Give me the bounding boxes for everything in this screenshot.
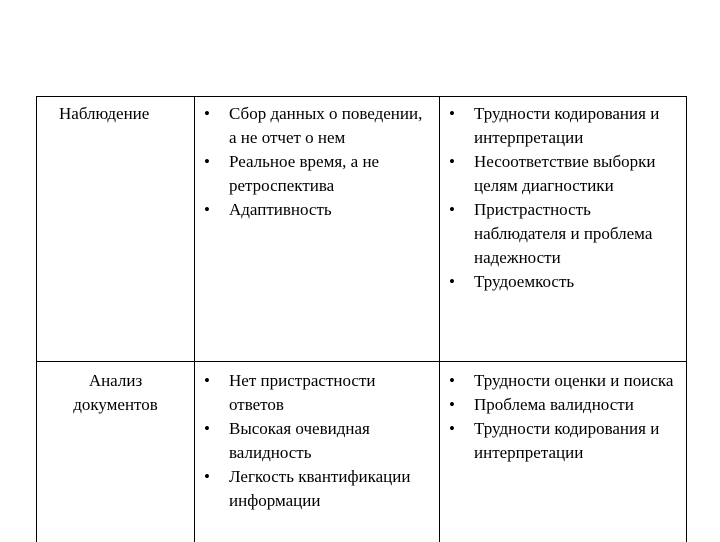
bullet-icon: • [447,198,457,222]
bullet-icon: • [447,369,457,393]
list-item-text: Трудности кодирования и интерпретации [474,104,659,147]
bullet-icon: • [202,369,212,393]
bullet-icon: • [447,417,457,441]
list-item [229,198,431,222]
table-row [37,97,687,362]
bullet-icon: • [202,417,212,441]
advantages-cell [195,362,440,542]
list-item-text: Нет пристрастности ответов [229,371,376,414]
list-item [229,150,431,198]
bullet-icon: • [202,465,212,489]
list-item [474,369,678,393]
list-item [474,393,678,417]
list-item [474,102,678,150]
method-cell [37,97,195,362]
advantages-list [195,97,439,222]
bullet-icon: • [447,393,457,417]
list-item [474,417,678,465]
disadvantages-list [440,97,686,294]
bullet-icon: • [447,102,457,126]
bullet-icon: • [202,102,212,126]
bullet-icon: • [202,198,212,222]
disadvantages-cell [440,362,687,542]
bullet-icon: • [202,150,212,174]
methods-comparison-table [36,96,687,542]
list-item-text: Адаптивность [229,200,332,219]
list-item-text: Трудоемкость [474,272,574,291]
advantages-list [195,362,439,513]
method-cell [37,362,195,542]
list-item-text: Легкость квантификации информации [229,467,410,510]
method-name: Анализ документов [37,362,194,417]
table-row [37,362,687,542]
list-item-text: Сбор данных о поведении, а не отчет о нем [229,104,422,147]
list-item-text: Проблема валидности [474,395,634,414]
advantages-cell [195,97,440,362]
list-item [229,369,431,417]
list-item-text: Несоответствие выборки целям диагностики [474,152,655,195]
list-item-text: Реальное время, а не ретроспектива [229,152,379,195]
list-item [474,150,678,198]
list-item-text: Высокая очевидная валидность [229,419,370,462]
list-item [474,270,678,294]
list-item [229,417,431,465]
method-name: Наблюдение [37,97,194,126]
disadvantages-cell [440,97,687,362]
list-item [474,198,678,270]
list-item-text: Пристрастность наблюдателя и проблема надежности [474,200,652,267]
disadvantages-list [440,362,686,465]
bullet-icon: • [447,150,457,174]
list-item-text: Трудности оценки и поиска [474,371,673,390]
list-item [229,102,431,150]
list-item [229,465,431,513]
list-item-text: Трудности кодирования и интерпретации [474,419,659,462]
bullet-icon: • [447,270,457,294]
